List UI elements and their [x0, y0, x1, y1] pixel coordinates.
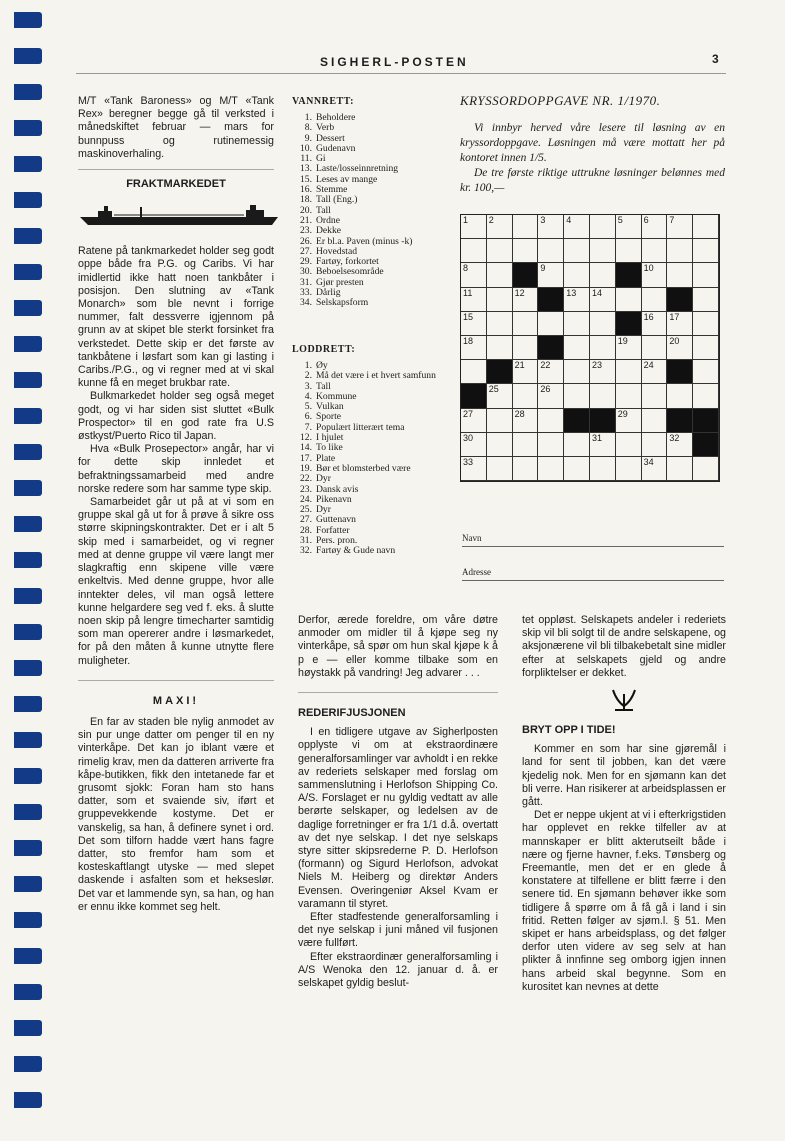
clue-number: 1. [304, 112, 312, 123]
cell-number: 15 [463, 311, 474, 322]
crossword-cell[interactable] [513, 239, 539, 263]
crossword-cell[interactable] [564, 263, 590, 287]
cell-number: 17 [669, 311, 680, 322]
clue-text: Fartøy & Gude navn [316, 545, 396, 557]
crossword-cell[interactable] [461, 239, 487, 263]
clue-number: 25. [300, 504, 312, 516]
binding-tab [14, 408, 42, 424]
crossword-cell[interactable] [487, 215, 513, 239]
bryt-opp-paragraph: Det er neppe ukjent at vi i efterkrigstiden har opplevet en rekke tilfeller av at mannskaper er blitt akterutseilt både i nære og fjerne havner, f.eks. Tønsberg og Freemantle, men det er en glede å konstatere at tilfellene er blitt færre i den senere tid. En sjømann behøver ikke som tidligere å spørre om å få gå i land i sin fritid. Retten følger av sjøm.l. § 51. Men skipet er hans arbeidsplass, og det følger derfor uten videre av seg selv at han plikter å innfinne seg omborg igjen innen hans arbeid skal begynne. Som en kurositet kan nevnes at dette [522, 809, 726, 993]
tanker-ship-illustration [78, 203, 282, 229]
crossword-cell[interactable] [487, 384, 513, 408]
crossword-black-cell [667, 288, 693, 312]
crossword-grid [460, 214, 720, 482]
clue-number: 31. [300, 276, 312, 288]
crossword-cell[interactable] [693, 239, 719, 263]
crossword-cell[interactable] [487, 336, 513, 360]
crossword-cell[interactable] [590, 263, 616, 287]
clue-number: 6. [304, 411, 312, 423]
clue-number: 3. [304, 380, 312, 392]
crossword-cell[interactable] [616, 239, 642, 263]
clue-number: 23. [300, 225, 312, 237]
crossword-cell[interactable] [590, 384, 616, 408]
clue-number: 14. [300, 442, 312, 454]
clue-number: 31. [300, 535, 312, 547]
clue-number: 19. [300, 462, 312, 474]
crossword-cell[interactable] [564, 457, 590, 481]
bryt-opp-paragraph: Kommer en som har sine gjøremål i land for sent til jobben, kan det være kjedelig nok. Men for en sjømann kan det bli verre. Han risikerer at arbeidsplassen er gått. [522, 743, 726, 809]
clues-loddrett [292, 344, 457, 557]
cell-number: 19 [617, 335, 628, 346]
clue-number: 34. [300, 297, 312, 309]
binding-tab [14, 1020, 42, 1036]
binding-tab [14, 1092, 42, 1108]
clue-number: 2. [304, 370, 312, 382]
crossword-cell[interactable] [513, 384, 539, 408]
crossword-cell[interactable] [538, 263, 564, 287]
clue-item [292, 298, 457, 308]
fraktmarkedet-paragraph: Bulkmarkedet holder seg også meget godt, og vi har siden sist sluttet «Bulk Prospector» til en god rate fra U.S østkyst/Puerto Rico til Japan. [78, 390, 274, 443]
binding-tab [14, 660, 42, 676]
clue-text: Beholdere [316, 112, 356, 123]
cell-number: 34 [643, 456, 654, 467]
loddrett-list [292, 361, 457, 557]
cell-number: 3 [540, 215, 546, 225]
crossword-cell[interactable] [590, 288, 616, 312]
binding-tab [14, 48, 42, 64]
crossword-cell[interactable] [667, 336, 693, 360]
clue-text: Stemme [316, 184, 348, 196]
clue-text: Leses av mange [316, 173, 378, 185]
crossword-cell[interactable] [693, 384, 719, 408]
cell-number: 8 [463, 263, 469, 274]
clue-text: Dansk avis [316, 483, 359, 495]
maxi-paragraph: En far av staden ble nylig anmodet av sin pur unge datter om penger til en ny vinterkåpe. Det kan jo iblant være et rimelig krav, men da datteren arriverte fra kåpe-butikken, fikk den intetanede far et grusomt sjokk: Foran ham sto hans datter, som et svaiende siv, iført et gruppevekkende kostyme. Det er vanskelig, sa han, å definere synet i ord. Det som tilforn hadde vært hans fagre datter, sto fremfor ham som et kosteskaftlangt utyske — med slepet daskende i asfalten som et hekseslør. Det var et lammende syn, sa han, og han er ennu ikke kommet seg helt. [78, 715, 274, 913]
crossword-cell[interactable] [513, 288, 539, 312]
crossword-cell[interactable] [564, 215, 590, 239]
binding-tab [14, 1056, 42, 1072]
cell-number: 27 [463, 408, 474, 419]
crossword-cell[interactable] [590, 360, 616, 384]
clue-number: 27. [300, 245, 312, 257]
cell-number: 25 [488, 384, 499, 395]
cell-number: 28 [514, 408, 525, 419]
cell-number: 5 [617, 215, 623, 225]
crossword-cell[interactable] [667, 215, 693, 239]
clue-text: Bør et blomsterbed være [316, 462, 411, 474]
bryt-opp-heading: BRYT OPP I TIDE! [522, 724, 616, 737]
crossword-cell[interactable] [642, 336, 668, 360]
crossword-cell[interactable] [487, 263, 513, 287]
crossword-cell[interactable] [667, 312, 693, 336]
maxi-continued: Derfor, ærede foreldre, om våre døtre anmoder om midler til å kjøpe seg ny vinterkåpe, så spør om hun skal kjøpe k å p e — eller komme tilbake som en høystakk på vandring! Jeg advarer . . . [298, 614, 498, 679]
crossword-cell[interactable] [564, 336, 590, 360]
clue-number: 21. [300, 214, 312, 226]
binding-tab [14, 192, 42, 208]
crossword-black-cell [461, 384, 487, 408]
divider [78, 169, 274, 170]
binding-tab [14, 624, 42, 640]
cell-number: 13 [566, 287, 577, 298]
cell-number: 26 [540, 384, 551, 395]
crossword-cell[interactable] [693, 215, 719, 239]
crossword-cell[interactable] [538, 409, 564, 433]
crossword-cell[interactable] [616, 360, 642, 384]
clue-number: 11. [300, 153, 312, 165]
cell-number: 20 [669, 335, 680, 346]
crossword-cell[interactable] [590, 239, 616, 263]
crossword-black-cell [693, 433, 719, 457]
cell-number: 11 [463, 287, 473, 298]
cell-number: 7 [669, 215, 675, 225]
crossword-cell[interactable] [461, 263, 487, 287]
crossword-black-cell [693, 409, 719, 433]
divider [78, 680, 274, 681]
clue-text: Forfatter [316, 524, 350, 536]
cell-number: 14 [591, 287, 602, 298]
crossword-cell[interactable] [590, 433, 616, 457]
clue-text: Tall [316, 380, 331, 392]
clue-number: 8. [304, 122, 312, 134]
clue-text: Kommune [316, 390, 357, 402]
clue-text: Selskapsform [316, 297, 369, 309]
clue-number: 9. [304, 132, 312, 144]
crossword-cell[interactable] [538, 239, 564, 263]
name-field[interactable] [462, 533, 482, 543]
fraktmarkedet-paragraph: Hva «Bulk Prosepector» angår, har vi for dette skip innledet et befraktningssamarbeid med andre norske redere som har samme type skip. [78, 443, 274, 495]
crossword-cell[interactable] [642, 384, 668, 408]
binding-tab [14, 120, 42, 136]
clue-text: To like [316, 442, 343, 454]
crossword-cell[interactable] [642, 263, 668, 287]
crossword-cell[interactable] [564, 239, 590, 263]
clue-text: Beboelsesområde [316, 266, 384, 278]
crossword-cell[interactable] [693, 457, 719, 481]
crossword-cell[interactable] [487, 409, 513, 433]
fraktmarkedet-heading: FRAKTMARKEDET [126, 178, 226, 191]
clue-number: 7. [304, 421, 312, 433]
crossword-black-cell [616, 312, 642, 336]
clue-text: Populært litterært tema [316, 421, 405, 433]
binding-tab [14, 372, 42, 388]
crossword-cell[interactable] [564, 384, 590, 408]
binding-tab [14, 300, 42, 316]
crossword-cell[interactable] [461, 312, 487, 336]
crossword-cell[interactable] [693, 312, 719, 336]
binding-tab [14, 768, 42, 784]
cell-number: 10 [643, 263, 654, 274]
clue-number: 22. [300, 473, 312, 485]
clue-text: Ordne [316, 214, 340, 226]
column-left [78, 95, 274, 914]
clue-number: 17. [300, 452, 312, 464]
binding-tab [14, 732, 42, 748]
crossword-cell[interactable] [487, 457, 513, 481]
crossword-cell[interactable] [616, 409, 642, 433]
vannrett-list [292, 113, 457, 309]
cell-number: 30 [463, 432, 474, 443]
crossword-cell[interactable] [616, 384, 642, 408]
clue-text: Guttenavn [316, 514, 356, 526]
crossword-cell[interactable] [538, 384, 564, 408]
crossword-cell[interactable] [590, 215, 616, 239]
clue-number: 4. [304, 390, 312, 402]
crossword-cell[interactable] [642, 288, 668, 312]
binding-tab [14, 480, 42, 496]
crossword-cell[interactable] [616, 457, 642, 481]
clue-text: Dekke [316, 225, 342, 237]
crossword-cell[interactable] [667, 457, 693, 481]
binding-tab [14, 84, 42, 100]
crossword-cell[interactable] [513, 409, 539, 433]
crossword-cell[interactable] [642, 239, 668, 263]
crossword-cell[interactable] [538, 457, 564, 481]
binding-tab [14, 876, 42, 892]
clue-text: Verb [316, 122, 335, 134]
crossword-cell[interactable] [538, 215, 564, 239]
tank-intro-paragraph: M/T «Tank Baroness» og M/T «Tank Rex» beregner begge gå til verksted i månedskiftet februar — mars for bunnpuss og rutinemessig maskinoverhaling. [78, 95, 274, 160]
name-line [462, 546, 724, 547]
cell-number: 23 [591, 360, 602, 371]
cell-number: 32 [669, 432, 680, 443]
binding-tab [14, 264, 42, 280]
cell-number: 22 [540, 360, 551, 371]
clue-item [292, 546, 457, 556]
crossword-cell[interactable] [667, 263, 693, 287]
crossword-cell[interactable] [513, 457, 539, 481]
column-middle [298, 614, 498, 990]
wenoka-continued: tet oppløst. Selskapets andeler i rederiets skip vil bli solgt til de andre selskapene, og aksjonærene vil bli tilbakebetalt sine midler efter at selskapets gjeld og andre forpliktelser er dekket. [522, 614, 726, 679]
clue-text: Dessert [316, 132, 345, 144]
cell-number: 9 [540, 263, 546, 274]
crossword-black-cell [616, 263, 642, 287]
clue-number: 26. [300, 235, 312, 247]
rederifjusjonen-paragraph: Efter stadfestende generalforsamling i det nye selskap i juni måned vil fusjonen være fullført. [298, 911, 498, 950]
crossword-black-cell [538, 336, 564, 360]
crossword-cell[interactable] [616, 433, 642, 457]
crossword-cell[interactable] [487, 288, 513, 312]
clue-text: Plate [316, 452, 336, 464]
clue-text: Øy [316, 360, 328, 371]
crossword-cell[interactable] [461, 360, 487, 384]
binding-tab [14, 444, 42, 460]
clue-number: 15. [300, 173, 312, 185]
rederifjusjonen-paragraph: I en tidligere utgave av Sigherlposten opplyste vi om at ekstraordinære generalforsamlinger var avholdt i en rekke av rederiets selskaper med forslag om sammenslutning i Herlofson Shipping Co. A/S. Forslaget er nu gyldig vedtatt av alle berørte selskaper, og ledelsen av de daglige forretninger er fra 1/1 d.å. overtatt av det nye selskap. I det nye selskaps styre sitter skipsrederne P. D. Herlofson (formann) og Sigurd Herlofson, advokat Niels M. Heiberg og direktør Anders Evensen. Overingeniør Aksel Kvam er varamann til styret. [298, 726, 498, 910]
clue-text: Sporte [316, 411, 342, 423]
binding-tab [14, 12, 42, 28]
clue-text: Er bl.a. Paven (minus -k) [316, 235, 413, 247]
crossword-cell[interactable] [590, 312, 616, 336]
divider [298, 692, 498, 693]
crossword-black-cell [590, 409, 616, 433]
clue-text: Gi [316, 153, 326, 165]
binding-tab [14, 228, 42, 244]
puzzle-header [460, 93, 725, 196]
binding-tab [14, 156, 42, 172]
binding-tab [14, 336, 42, 352]
puzzle-prize: De tre første riktige uttrukne løsninger belønnes med kr. 100,— [460, 167, 725, 194]
binding-tab [14, 984, 42, 1000]
crossword-cell[interactable] [461, 336, 487, 360]
binding-tab [14, 516, 42, 532]
address-field[interactable] [462, 567, 491, 577]
crossword-cell[interactable] [564, 360, 590, 384]
address-label: Adresse [462, 567, 491, 577]
spiral-binding [14, 0, 48, 1141]
crossword-cell[interactable] [667, 239, 693, 263]
name-label: Navn [462, 533, 482, 543]
crossword-black-cell [564, 409, 590, 433]
crossword-black-cell [667, 360, 693, 384]
cell-number: 29 [617, 408, 628, 419]
crossword-cell[interactable] [513, 360, 539, 384]
clue-text: Gudenavn [316, 142, 356, 154]
crossword-cell[interactable] [513, 433, 539, 457]
clue-number: 18. [300, 194, 312, 206]
crossword-cell[interactable] [461, 457, 487, 481]
binding-tab [14, 552, 42, 568]
clue-text: Dårlig [316, 287, 341, 299]
clue-text: Må det være i et hvert samfunn [316, 370, 436, 382]
clue-text: Gjør presten [316, 276, 364, 288]
cell-number: 33 [463, 456, 474, 467]
crossword-cell[interactable] [461, 215, 487, 239]
clue-number: 16. [300, 184, 312, 196]
crossword-cell[interactable] [667, 384, 693, 408]
crossword-cell[interactable] [513, 312, 539, 336]
crossword-black-cell [487, 360, 513, 384]
crossword-cell[interactable] [590, 336, 616, 360]
clue-number: 1. [304, 360, 312, 371]
crossword-cell[interactable] [564, 288, 590, 312]
crossword-cell[interactable] [616, 215, 642, 239]
puzzle-intro: Vi innbyr herved våre lesere til løsning av en kryssordoppgave. Løsningen må være mottatt her på kontoret innen 1/5. [460, 122, 725, 164]
crossword-cell[interactable] [693, 360, 719, 384]
crossword-cell[interactable] [538, 433, 564, 457]
binding-tab [14, 588, 42, 604]
clue-number: 10. [300, 142, 312, 154]
clue-text: Tall (Eng.) [316, 194, 358, 206]
crossword-cell[interactable] [590, 457, 616, 481]
header-rule [76, 73, 726, 74]
crossword-cell[interactable] [513, 336, 539, 360]
cell-number: 21 [514, 360, 525, 371]
clue-text: Dyr [316, 473, 331, 485]
binding-tab [14, 840, 42, 856]
clue-text: Laste/losseinnretning [316, 163, 399, 175]
rederifjusjonen-heading: REDERIFJUSJONEN [298, 707, 406, 720]
cell-number: 6 [643, 215, 649, 225]
binding-tab [14, 948, 42, 964]
clue-text: I hjulet [316, 432, 344, 444]
crossword-cell[interactable] [642, 215, 668, 239]
clue-text: Pers. pron. [316, 535, 358, 547]
cell-number: 31 [591, 432, 602, 443]
cell-number: 2 [488, 215, 494, 225]
binding-tab [14, 804, 42, 820]
clue-number: 27. [300, 514, 312, 526]
crossword-cell[interactable] [642, 360, 668, 384]
crossword-cell[interactable] [513, 215, 539, 239]
clue-number: 32. [300, 545, 312, 557]
clue-text: Hovedstad [316, 245, 358, 257]
crossword-cell[interactable] [538, 312, 564, 336]
clue-text: Vulkan [316, 401, 344, 413]
flower-ornament-icon [609, 686, 639, 712]
cell-number: 1 [463, 215, 469, 225]
address-line [462, 580, 724, 581]
puzzle-title: KRYSSORDOPPGAVE NR. 1/1970. [460, 93, 661, 108]
maxi-heading: MAXI! [152, 694, 200, 707]
clue-number: 20. [300, 204, 312, 216]
clue-number: 24. [300, 493, 312, 505]
cell-number: 18 [463, 335, 474, 346]
crossword-black-cell [513, 263, 539, 287]
clue-number: 29. [300, 256, 312, 268]
cell-number: 16 [643, 311, 654, 322]
loddrett-heading: LODDRETT: [292, 344, 356, 355]
clue-text: Pikenavn [316, 493, 352, 505]
crossword-cell[interactable] [487, 312, 513, 336]
clues-vannrett [292, 96, 457, 309]
binding-tab [14, 912, 42, 928]
column-right [522, 614, 726, 994]
crossword-cell[interactable] [642, 433, 668, 457]
cell-number: 4 [566, 215, 572, 225]
clue-number: 33. [300, 287, 312, 299]
crossword-cell[interactable] [693, 336, 719, 360]
publication-title: SIGHERL-POSTEN [320, 55, 469, 69]
crossword-cell[interactable] [693, 263, 719, 287]
crossword-cell[interactable] [642, 312, 668, 336]
vannrett-heading: VANNRETT: [292, 96, 354, 107]
crossword-cell[interactable] [487, 433, 513, 457]
crossword-cell[interactable] [642, 457, 668, 481]
clue-text: Dyr [316, 504, 331, 516]
crossword-cell[interactable] [564, 312, 590, 336]
fraktmarkedet-paragraph: Samarbeidet går ut på at vi som en gruppe skal gå ut for å prøve å sikre oss større skipningskontrakter. Det er i alt 5 skip med i samarbeidet, og vi regner med at denne gruppe vil være langt mer slagkraftig enn skipene ville være enkeltvis. Med denne gruppe, hvor alle inntekter deles, vil man også lettere kunne helgardere seg ved f. eks. å slutte noen skip på lengre timecharter samtidig som man opererer andre i løsmarkedet, for på den måten å kunne utnytte flere muligheter. [78, 496, 274, 667]
crossword-cell[interactable] [461, 409, 487, 433]
clue-text: Fartøy, forkortet [316, 256, 379, 268]
crossword-black-cell [667, 409, 693, 433]
crossword-cell[interactable] [616, 336, 642, 360]
clue-number: 30. [300, 266, 312, 278]
fraktmarkedet-paragraph: Ratene på tankmarkedet holder seg godt oppe både fra P.G. og Caribs. Vi har imidlertid ikke hatt noen tankbåter i posisjon. Den slutning av «Tank Monarch» som ble nevnt i forrige nummer, falt dessverre igjennom på grunn av at skipet ble sterkt forsinket fra verkstedet. Dette skip er det første av tankbåtene i løsfart som kan gi lasting i Caribs./P.G., og vi regner med at vi skal kunne få en meget brukbar rate. [78, 245, 274, 390]
crossword-cell[interactable] [461, 433, 487, 457]
rederifjusjonen-paragraph: Efter ekstraordinær generalforsamling i A/S Wenoka den 12. januar d. å. er selskapet gyldig beslut- [298, 950, 498, 990]
crossword-cell[interactable] [538, 360, 564, 384]
clue-number: 5. [304, 401, 312, 413]
cell-number: 24 [643, 360, 654, 371]
cell-number: 12 [514, 287, 525, 298]
clue-number: 13. [300, 163, 312, 175]
clue-number: 28. [300, 524, 312, 536]
crossword-cell[interactable] [487, 239, 513, 263]
page-number: 3 [712, 52, 719, 66]
crossword-cell[interactable] [642, 409, 668, 433]
crossword-cell[interactable] [461, 288, 487, 312]
clue-number: 12. [300, 432, 312, 444]
binding-tab [14, 696, 42, 712]
crossword-cell[interactable] [616, 288, 642, 312]
clue-number: 23. [300, 483, 312, 495]
crossword-cell[interactable] [564, 433, 590, 457]
clue-text: Tall [316, 204, 331, 216]
crossword-black-cell [538, 288, 564, 312]
crossword-cell[interactable] [667, 433, 693, 457]
crossword-cell[interactable] [693, 288, 719, 312]
